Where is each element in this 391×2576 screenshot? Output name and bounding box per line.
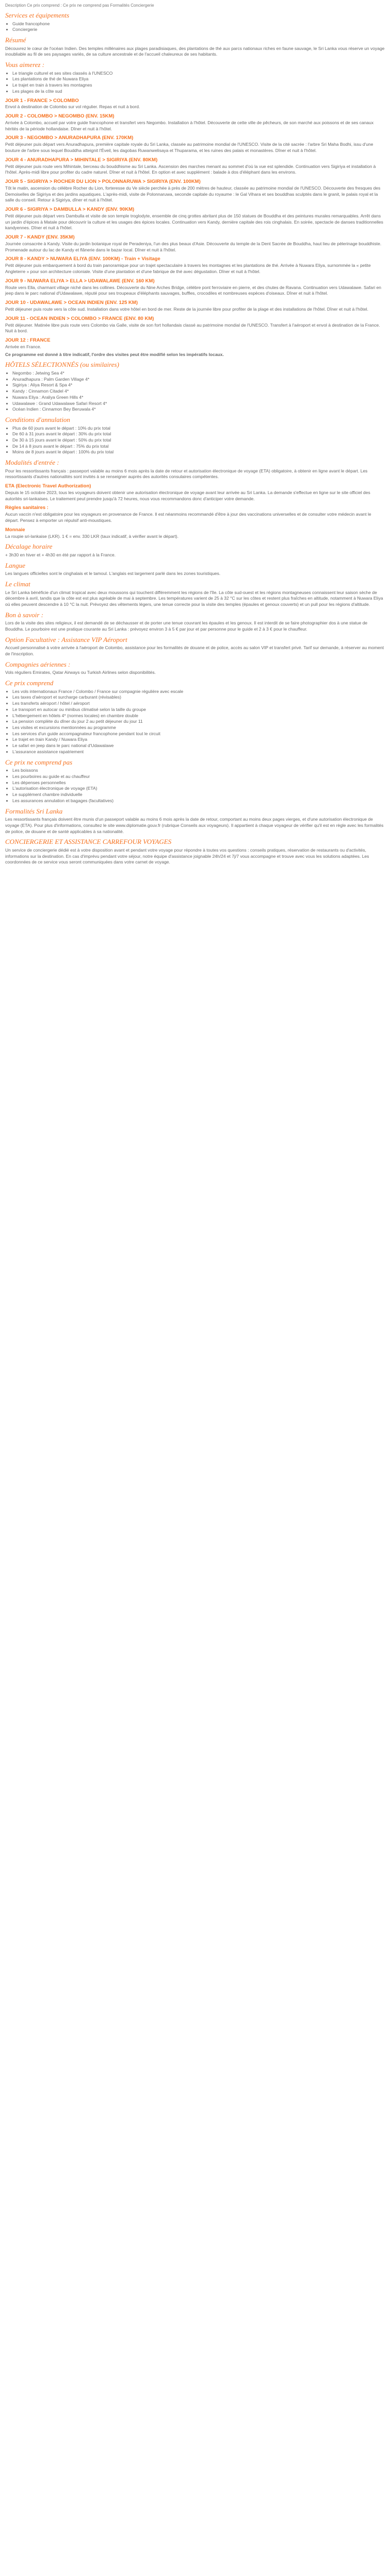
conditions-title: Conditions d'annulation [5, 415, 70, 423]
day-text: Petit déjeuner puis départ vers Anuradhapura, première capitale royale du Sri Lanka, classée au patrimoine mondial de l'UNESCO. Visite de la cité sacrée : l'arbre Sri Maha Bodhi, issu d'une bouture de l'arbre sous lequel Bouddha atteignit l'Éveil, les dagobas Ruwanwelisaya et Thuparama, et les ruines des palais et monastères. Dîner et nuit à l'hôtel. [5, 142, 373, 154]
arrivee-item: • Le trajet en train à travers les montagnes [12, 82, 386, 89]
prix-item: • Le safari en jeep dans le parc national d'Udawalawe [12, 743, 386, 749]
prix-item: • Les taxes d'aéroport et surcharge carburant (révisables) [12, 694, 386, 701]
arrivee-item: • Les plantations de thé de Nuwara Eliya [12, 76, 386, 82]
itinerary [5, 98, 386, 350]
day-title: JOUR 6 - SIGIRIYA > DAMBULLA > KANDY (ENV. 90KM) [5, 207, 135, 213]
program-notice: Ce programme est donné à titre indicatif, l'ordre des visites peut être modifié selon les impératifs locaux. [5, 351, 224, 357]
resume-title: Résumé [5, 36, 26, 44]
day-title: JOUR 10 - UDAWALAWE > OCEAN INDIEN (ENV. 125 KM) [5, 300, 138, 306]
climat-text: Le Sri Lanka bénéficie d'un climat tropical avec deux moussons qui touchent différemment les régions de l'île. La côte sud-ouest et les régions montagneuses connaissent leur saison sèche de décembre à avril, tandis que la côte est est plus agréable de mai à septembre. Les températures varient de 25 à 32 °C sur les côtes et restent plus fraîches en altitude, notamment à Nuwara Eliya où elles peuvent descendre à 10 °C la nuit. Prévoyez des vêtements légers, une tenue correcte pour la visite des temples (épaules et genoux couverts) et un pull pour les régions d'altitude. [5, 589, 383, 607]
modalites-title: Modalités d'entrée : [5, 459, 59, 467]
condition-item: • De 30 à 15 jours avant le départ : 50% du prix total [12, 437, 386, 444]
formalites-text: Les ressortissants français doivent être munis d'un passeport valable au moins 6 mois après la date de retour, comportant au moins deux pages vierges, et d'une autorisation électronique de voyage (ETA). Pour plus d'informations, consultez le site www.diplomatie.gouv.fr (rubrique Conseils aux voyageurs). Il appartient à chaque voyageur de vérifier qu'il est en règle avec les formalités de police, de douane et de santé applicables à sa nationalité. [5, 817, 384, 834]
services-item: • Conciergerie [12, 27, 386, 33]
hotels-list [5, 370, 386, 413]
day-title: JOUR 3 - NEGOMBO > ANURADHAPURA (ENV. 170KM) [5, 135, 134, 141]
condition-item: • De 60 à 31 jours avant le départ : 30% du prix total [12, 431, 386, 437]
bon-title: Bon à savoir : [5, 611, 44, 619]
day-text: Route vers Ella, charmant village niché dans les collines. Découverte du Nine Arches Bridge, célèbre pont ferroviaire en pierre, et des chutes de Ravana. Continuation vers Udawalawe. Safari en jeep dans le parc national d'Udawalawe, réputé pour ses troupeaux d'éléphants sauvages, buffles, crocodiles et nombreuses espèces d'oiseaux. Dîner et nuit à l'hôtel. [5, 284, 382, 296]
day-title: JOUR 5 - SIGIRIYA > ROCHER DU LION > POLONNARUWA > SIGIRIYA (ENV. 100KM) [5, 179, 201, 185]
condition-item: • Moins de 8 jours avant le départ : 100% du prix total [12, 449, 386, 455]
prixnon-title: Ce prix ne comprend pas [5, 758, 73, 766]
formalites-title: Formalités Sri Lanka [5, 807, 63, 815]
climat-title: Le climat [5, 580, 30, 588]
monnaie-title: Monnaie [5, 527, 25, 533]
prix-item: • La pension complète du dîner du jour 2 au petit déjeuner du jour 11 [12, 719, 386, 725]
day-text: Petit déjeuner puis départ vers Dambulla et visite de son temple troglodyte, ensemble de cinq grottes abritant plus de 150 statues de Bouddha et des peintures murales remarquables. Arrêt dans un jardin d'épices à Matale pour découvrir la culture et les usages des épices locales. Continuation vers Kandy, dernière capitale des rois cinghalais. En soirée, spectacle de danses traditionnelles kandyennes. Dîner et nuit à l'hôtel. [5, 213, 383, 231]
services-item: • Guide francophone [12, 21, 386, 27]
hotel-item: • Océan Indien : Cinnamon Bey Beruwala 4* [12, 406, 386, 413]
day-title: JOUR 2 - COLOMBO > NEGOMBO (ENV. 15KM) [5, 113, 115, 120]
day-text: Petit déjeuner puis route vers Mihintale, berceau du bouddhisme au Sri Lanka. Ascension des marches menant au sommet d'où la vue est splendide. Continuation vers Sigiriya et installation à l'hôtel. Après-midi libre pour profiter du cadre naturel. Dîner et nuit à l'hôtel. En option et avec supplément : balade à dos d'éléphant dans les environs. [5, 163, 376, 175]
prix-item: • Les vols internationaux France / Colombo / France sur compagnie régulière avec escale [12, 689, 386, 695]
prixnon-item: • L'autorisation électronique de voyage (ETA) [12, 786, 386, 792]
services-title: Services et équipements [5, 11, 70, 20]
compagnies-title: Compagnies aériennes : [5, 660, 71, 668]
option-title: Option Facultative : Assistance VIP Aéroport [5, 635, 127, 643]
langue-title: Langue [5, 561, 25, 569]
arrivee-title: Vous aimerez : [5, 61, 45, 69]
hotel-item: • Kandy : Cinnamon Citadel 4* [12, 388, 386, 395]
day-text: Petit déjeuner puis embarquement à bord du train panoramique pour un trajet spectaculaire à travers les montagnes et les plantations de thé. Arrivée à Nuwara Eliya, surnommée la « petite Angleterre » pour son architecture coloniale. Visite d'une plantation et d'une fabrique de thé avec dégustation. Dîner et nuit à l'hôtel. [5, 263, 371, 275]
arrivee-list [5, 71, 386, 95]
arrivee-item: • Les plages de la côte sud [12, 89, 386, 95]
prix-item: • Les services d'un guide accompagnateur francophone pendant tout le circuit [12, 731, 386, 737]
eta-text: Depuis le 15 octobre 2023, tous les voyageurs doivent obtenir une autorisation électronique de voyage avant leur arrivée au Sri Lanka. La demande s'effectue en ligne sur le site officiel des autorités sri-lankaises. Le traitement peut prendre jusqu'à 72 heures, nous vous recommandons donc d'anticiper votre demande. [5, 490, 370, 501]
day-title: JOUR 4 - ANURADHAPURA > MIHINTALE > SIGIRIYA (ENV. 80KM) [5, 157, 158, 163]
intro-text: Description Ce prix comprend : Ce prix ne comprend pas Formalités Conciergerie [5, 3, 154, 8]
day-title: JOUR 1 - FRANCE > COLOMBO [5, 97, 79, 104]
bon-text: Lors de la visite des sites religieux, il est demandé de se déchausser et de porter une tenue couvrant les épaules et les genoux. Il est interdit de se faire photographier dos à une statue de Bouddha. Le pourboire est une pratique courante au Sri Lanka : prévoyez environ 3 à 5 € par jour et par personne pour le guide et 2 à 3 € pour le chauffeur. [5, 620, 368, 632]
day-text: Tôt le matin, ascension du célèbre Rocher du Lion, forteresse du Ve siècle perchée à près de 200 mètres de hauteur, classée au patrimoine mondial de l'UNESCO. Découverte des fresques des Demoiselles de Sigiriya et des jardins aquatiques. L'après-midi, visite de Polonnaruwa, seconde capitale du royaume : le Gal Vihara et ses bouddhas sculptés dans le granit, le palais royal et la salle du conseil. Retour à Sigiriya, dîner et nuit à l'hôtel. [5, 185, 381, 203]
modalites-text: Pour les ressortissants français : passeport valable au moins 6 mois après la date de retour et autorisation électronique de voyage (ETA) obligatoire, à obtenir en ligne avant le départ. Les ressortissants d'autres nationalités sont invités à se renseigner auprès des autorités consulaires compétentes. [5, 468, 368, 480]
conditions-list [5, 426, 386, 456]
day-title: JOUR 11 - OCEAN INDIEN > COLOMBO > FRANCE (ENV. 80 KM) [5, 315, 154, 321]
sante-title: Règles sanitaires : [5, 505, 48, 511]
day-text: Arrivée à Colombo, accueil par votre guide francophone et transfert vers Negombo. Installation à l'hôtel. Découverte de cette ville de pêcheurs, de son marché aux poissons et de ses canaux hérités de la période hollandaise. Dîner et nuit à l'hôtel. [5, 120, 374, 131]
prixnon-list [5, 768, 386, 804]
day-title: JOUR 12 : FRANCE [5, 337, 51, 343]
prix-item: • L'assurance assistance rapatriement [12, 749, 386, 755]
day-text: Petit déjeuner puis route vers la côte sud. Installation dans votre hôtel en bord de mer. Reste de la journée libre pour profiter de la plage et des installations de l'hôtel. Dîner et nuit à l'hôtel. [5, 306, 368, 312]
prixnon-item: • Les boissons [12, 768, 386, 774]
prix-list [5, 689, 386, 755]
prix-item: • Le trajet en train Kandy / Nuwara Eliya [12, 737, 386, 743]
day-text: Petit déjeuner. Matinée libre puis route vers Colombo via Galle, visite de son fort hollandais classé au patrimoine mondial de l'UNESCO. Transfert à l'aéroport et envol à destination de la France. Nuit à bord. [5, 322, 380, 334]
langue-text: Les langues officielles sont le cinghalais et le tamoul. L'anglais est largement parlé dans les zones touristiques. [5, 571, 221, 577]
compagnies-text: Vols réguliers Emirates, Qatar Airways ou Turkish Airlines selon disponibilités. [5, 670, 156, 675]
day-title: JOUR 8 - KANDY > NUWARA ELIYA (ENV. 100KM) - Train + Visitage [5, 256, 160, 262]
condition-item: • Plus de 60 jours avant le départ : 10% du prix total [12, 426, 386, 432]
document-page [0, 0, 391, 870]
prixnon-item: • Le supplément chambre individuelle [12, 792, 386, 798]
option-text: Accueil personnalisé à votre arrivée à l'aéroport de Colombo, assistance pour les formalités de douane et de police, accès au salon VIP et transfert privé. Tarif sur demande, à réserver au moment de l'inscription. [5, 645, 384, 657]
monnaie-text: La roupie sri-lankaise (LKR). 1 € = env. 330 LKR (taux indicatif, à vérifier avant le départ). [5, 533, 178, 539]
sante-text: Aucun vaccin n'est obligatoire pour les voyageurs en provenance de France. Il est néanmoins recommandé d'être à jour des vaccinations universelles et de consulter votre médecin avant le départ. Pensez à emporter un répulsif anti-moustiques. [5, 512, 371, 523]
eta-title: ETA (Electronic Travel Authorization) [5, 483, 91, 489]
decalage-text: + 3h30 en hiver et + 4h30 en été par rapport à la France. [5, 552, 116, 557]
prix-item: • L'hébergement en hôtels 4* (normes locales) en chambre double [12, 713, 386, 719]
decalage-title: Décalage horaire [5, 543, 53, 551]
day-title: JOUR 9 - NUWARA ELIYA > ELLA > UDAWALAWE (ENV. 160 KM) [5, 278, 155, 284]
hotel-item: • Nuwara Eliya : Araliya Green Hills 4* [12, 395, 386, 401]
prixnon-item: • Les dépenses personnelles [12, 780, 386, 786]
hotel-item: • Udawalawe : Grand Udawalawe Safari Resort 4* [12, 401, 386, 407]
conciergerie-text: Un service de conciergerie dédié est à votre disposition avant et pendant votre voyage pour répondre à toutes vos questions : conseils pratiques, réservation de restaurants ou d'activités, informations sur la destination. En cas d'imprévu pendant votre séjour, notre équipe d'assistance joignable 24h/24 et 7j/7 vous accompagne et trouve avec vous les solutions adaptées. Les coordonnées de ce service vous seront communiquées dans votre carnet de voyage. [5, 847, 369, 865]
day-text: Arrivée en France. [5, 344, 41, 349]
day-title: JOUR 7 - KANDY (ENV. 35KM) [5, 234, 75, 241]
resume-text: Découvrez le cœur de l'océan Indien. Des temples millénaires aux plages paradisiaques, des plantations de thé aux parcs nationaux riches en faune sauvage, le Sri Lanka vous réserve un voyage inoubliable au fil de ses paysages variés, de sa culture ancestrale et de l'accueil chaleureux de ses habitants. [5, 45, 385, 57]
condition-item: • De 14 à 8 jours avant le départ : 75% du prix total [12, 444, 386, 450]
prix-item: • Le transport en autocar ou minibus climatisé selon la taille du groupe [12, 707, 386, 713]
prix-item: • Les visites et excursions mentionnées au programme [12, 725, 386, 731]
hotels-title: HÔTELS SÉLECTIONNÉS (ou similaires) [5, 361, 119, 369]
hotel-item: • Negombo : Jetwing Sea 4* [12, 370, 386, 377]
arrivee-item: • Le triangle culturel et ses sites classés à l'UNESCO [12, 71, 386, 77]
services-list [5, 21, 386, 33]
hotel-item: • Anuradhapura : Palm Garden Village 4* [12, 377, 386, 383]
prix-item: • Les transferts aéroport / hôtel / aéroport [12, 701, 386, 707]
day-text: Envol à destination de Colombo sur vol régulier. Repas et nuit à bord. [5, 104, 140, 110]
prix-title: Ce prix comprend [5, 679, 54, 687]
prixnon-item: • Les assurances annulation et bagages (facultatives) [12, 798, 386, 804]
conciergerie-title: CONCIERGERIE ET ASSISTANCE CARREFOUR VOYAGES [5, 838, 172, 846]
hotel-item: • Sigiriya : Aliya Resort & Spa 4* [12, 382, 386, 388]
day-text: Journée consacrée à Kandy. Visite du jardin botanique royal de Peradeniya, l'un des plus beaux d'Asie. Découverte du temple de la Dent Sacrée de Bouddha, haut lieu de pèlerinage bouddhiste. Promenade autour du lac de Kandy et flânerie dans le bazar local. Dîner et nuit à l'hôtel. [5, 241, 382, 252]
prixnon-item: • Les pourboires au guide et au chauffeur [12, 774, 386, 780]
